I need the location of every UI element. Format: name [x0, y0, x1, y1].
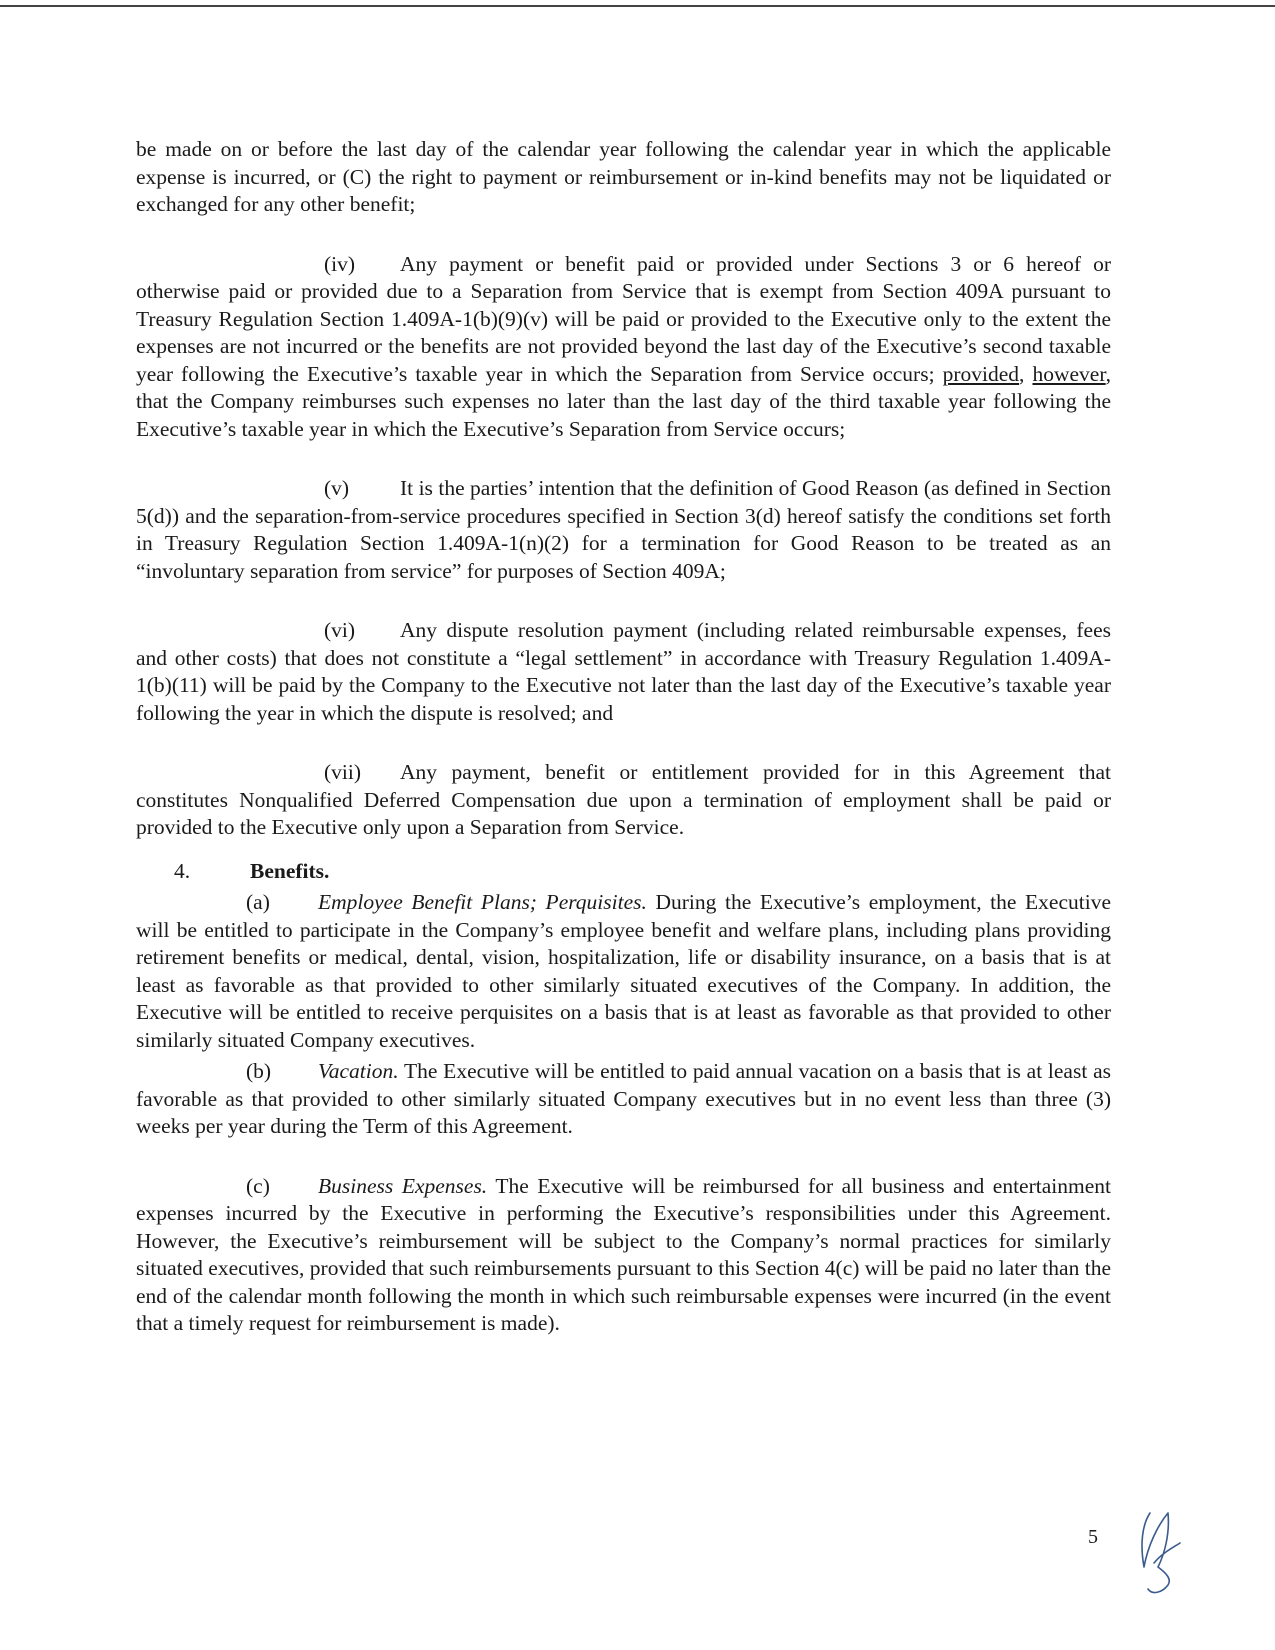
subsection-c-label: (c) — [246, 1173, 270, 1198]
clause-vii-label: (vii) — [324, 760, 362, 784]
subsection-b — [136, 1058, 1111, 1141]
clause-vii — [136, 759, 1111, 842]
subsection-c-heading: Business Expenses. — [318, 1173, 488, 1198]
subsection-a-label: (a) — [246, 890, 270, 914]
section-4-heading — [136, 858, 1111, 886]
page-number: 5 — [1088, 1526, 1098, 1548]
clause-vii-text: Any payment, benefit or entitlement provided for in this Agreement that constitutes Nonqualified Deferred Compensation due upon a termination of employment shall be paid or provided to the Executive only upon a Separation from Service. — [136, 760, 1111, 839]
clause-iv-label: (iv) — [324, 251, 356, 276]
clause-iv-however: however — [1032, 361, 1106, 386]
section-4-title: Benefits. — [250, 858, 330, 883]
clause-v-label: (v) — [324, 476, 350, 500]
subsection-b-text: The Executive will be entitled to paid annual vacation on a basis that is at least as favorable as that provided to other similarly situated Company executives but in no event less than three (3) weeks per year during the Term of this Agreement. — [136, 1059, 1111, 1138]
clause-v — [136, 475, 1111, 585]
clause-iv-provided: provided — [942, 361, 1020, 386]
clause-iv-text: Any payment or benefit paid or provided under Sections 3 or 6 hereof or otherwise paid or provided due to a Separation from Service that is exempt from Section 409A pursuant to Treasury Regulation Section 1.409A-1(b)(9)(v) will be paid or provided to the Executive only to the extent the expenses are not incurred or the benefits are not provided beyond the last day of the Executive’s second taxable year following the Executive’s taxable year in which the Separation from Service occurs; — [136, 251, 1111, 386]
intro-paragraph: be made on or before the last day of the calendar year following the calendar year in which the applicable expense is incurred, or (C) the right to payment or reimbursement or in-kind benefits may not be liquidated or exchanged for any other benefit; — [136, 137, 1111, 216]
section-4-number: 4. — [174, 858, 191, 883]
clause-v-text: It is the parties’ intention that the definition of Good Reason (as defined in Section 5(d)) and the separation-from-service procedures specified in Section 3(d) hereof satisfy the conditions set forth in Treasury Regulation Section 1.409A-1(n)(2) for a termination for Good Reason to be treated as an “involuntary separation from service” for purposes of Section 409A; — [136, 476, 1111, 583]
subsection-b-label: (b) — [246, 1059, 272, 1083]
subsection-b-heading: Vacation. — [318, 1059, 399, 1083]
clause-iv-tail: that the Company reimburses such expenses no later than the last day of the third taxable year following the Executive’s taxable year in which the Executive’s Separation from Service occurs; — [136, 389, 1111, 441]
clause-vi-text: Any dispute resolution payment (including related reimbursable expenses, fees and other costs) that does not constitute a “legal settlement” in accordance with Treasury Regulation 1.409A-1(b)(11) will be paid by the Company to the Executive not later than the last day of the Executive’s taxable year following the year in which the dispute is resolved; and — [136, 618, 1111, 725]
top-border-line — [0, 5, 1275, 7]
subsection-a — [136, 889, 1111, 1054]
subsection-c-text: The Executive will be reimbursed for all business and entertainment expenses incurred by the Executive in performing the Executive’s responsibilities under this Agreement. However, the Executive’s reimbursement will be subject to the Company’s normal practices for similarly situated executives, provided that such reimbursements pursuant to this Section 4(c) will be paid no later than the end of the calendar month following the month in which such reimbursable expenses were incurred (in the event that a timely request for reimbursement is made). — [136, 1173, 1111, 1335]
subsection-c — [136, 1173, 1111, 1338]
clause-vi — [136, 617, 1111, 727]
subsection-a-text: During the Executive’s employment, the Executive will be entitled to participate in the Company’s employee benefit and welfare plans, including plans providing retirement benefits or medical, dental, vision, hospitalization, life or disability insurance, on a basis that is at least as favorable as that provided to other similarly situated executives of the Company. In addition, the Executive will be entitled to receive perquisites on a basis that is at least as favorable as that provided to other similarly situated Company executives. — [136, 890, 1111, 1052]
clause-vi-label: (vi) — [324, 618, 356, 642]
handwritten-initials-icon — [1128, 1505, 1188, 1605]
clause-iv: (iv) Any payment or benefit paid or provided under Sections 3 or 6 hereof or otherwise paid or provided due to a Separation from Service that is exempt from Section 409A pursuant to Treasury Regulation Section 1.409A-1(b)(9)(v) will be paid or provided to the Executive only to the extent the expenses are not incurred or the benefits are not provided beyond the last day of the Executive’s second taxable year following the Executive’s taxable year in which the Separation from Service occurs; provided, however, that the Company reimburses such expenses no later than the last day of the third taxable year following the Executive’s taxable year in which the Executive’s Separation from Service occurs; — [136, 251, 1112, 441]
subsection-a-heading: Employee Benefit Plans; Perquisites. — [318, 890, 647, 914]
document-page — [136, 136, 1111, 1338]
